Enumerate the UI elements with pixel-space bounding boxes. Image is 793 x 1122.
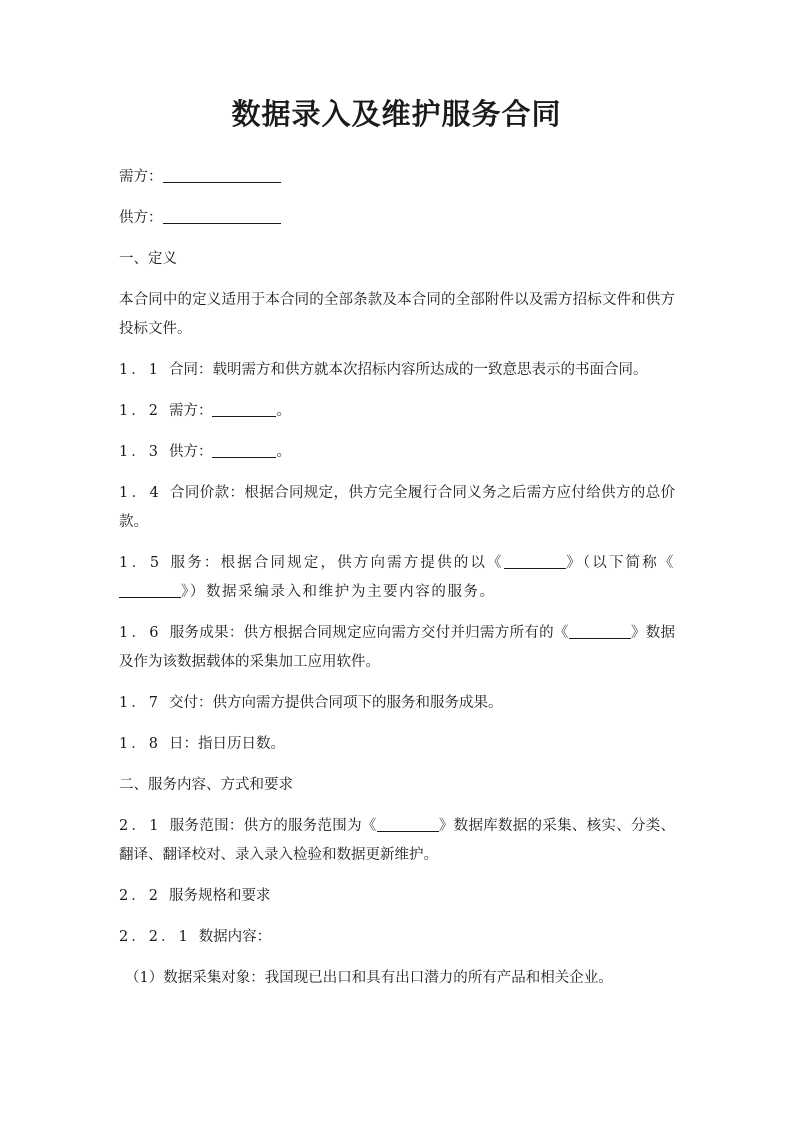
clause-number: 2．2 xyxy=(119,888,161,904)
clause-number: 1．8 xyxy=(119,736,161,752)
clause-blank xyxy=(504,554,566,570)
clause-text: 合同价款：根据合同规定，供方完全履行合同义务之后需方应付给供方的总价款。 xyxy=(119,485,676,530)
clause-text: 服务规格和要求 xyxy=(168,888,271,904)
clause-blank xyxy=(212,443,276,459)
clause-1-2 xyxy=(119,397,675,426)
clause-1-1 xyxy=(119,356,675,385)
clause-number: 1．3 xyxy=(119,444,161,460)
clause-number: 1．6 xyxy=(119,625,162,641)
clause-number: 1．4 xyxy=(119,485,162,501)
clause-number: 1．5 xyxy=(119,555,163,571)
clause-blank xyxy=(119,583,181,599)
supply-party-line xyxy=(119,204,675,233)
clause-1-4 xyxy=(119,479,675,537)
clause-1-5 xyxy=(119,549,675,607)
demand-party-blank xyxy=(163,168,281,184)
section-2-heading: 二、服务内容、方式和要求 xyxy=(119,777,293,793)
clause-blank xyxy=(569,624,631,640)
clause-2-2 xyxy=(119,882,675,911)
clause-2-2-1 xyxy=(119,923,675,952)
clause-text: 》）数据采编录入和维护为主要内容的服务。 xyxy=(181,584,496,600)
clause-text: 。 xyxy=(276,444,291,460)
clause-text: 供方： xyxy=(168,444,213,460)
contract-body xyxy=(119,163,675,1005)
clause-text: 合同：载明需方和供方就本次招标内容所达成的一致意思表示的书面合同。 xyxy=(168,362,648,378)
clause-number: 2．1 xyxy=(119,818,162,834)
supply-party-blank xyxy=(163,209,281,225)
clause-text: 》数据库数据的采集、核实、分类、翻译、翻译校对、录入录入检验和数据更新维护。 xyxy=(119,818,676,863)
clause-text: 》（以下简称《 xyxy=(565,555,676,571)
clause-1-8 xyxy=(119,730,675,759)
clause-blank xyxy=(212,402,276,418)
clause-1-6 xyxy=(119,619,675,677)
clause-text: 交付：供方向需方提供合同项下的服务和服务成果。 xyxy=(168,695,503,711)
clause-number: 1．1 xyxy=(119,362,161,378)
clause-2-2-1-item-1 xyxy=(119,964,675,993)
clause-text: 。 xyxy=(276,403,291,419)
clause-text: 》数据及作为该数据载体的采集加工应用软件。 xyxy=(119,625,676,670)
demand-party-label: 需方： xyxy=(119,169,163,185)
clause-text: 服务范围：供方的服务范围为《 xyxy=(169,818,377,834)
clause-number: 1．2 xyxy=(119,403,161,419)
supply-party-label: 供方： xyxy=(119,210,163,226)
clause-text: 日：指日历日数。 xyxy=(168,736,285,752)
demand-party-line xyxy=(119,163,675,192)
clause-text: 服务成果：供方根据合同规定应向需方交付并归需方所有的《 xyxy=(169,625,569,641)
clause-text: 数据内容： xyxy=(198,929,272,945)
page-title: 数据录入及维护服务合同 xyxy=(231,97,562,131)
section-1-intro: 本合同中的定义适用于本合同的全部条款及本合同的全部附件以及需方招标文件和供方投标文件。 xyxy=(119,292,675,337)
clause-text: 服务：根据合同规定，供方向需方提供的以《 xyxy=(170,555,504,571)
clause-blank xyxy=(377,817,439,833)
clause-number: 2．2．1 xyxy=(119,929,191,945)
clause-1-7 xyxy=(119,689,675,718)
section-1-heading: 一、定义 xyxy=(119,251,177,267)
clause-2-1 xyxy=(119,812,675,870)
clause-number: 1．7 xyxy=(119,695,161,711)
clause-1-3 xyxy=(119,438,675,467)
clause-text: （1）数据采集对象：我国现已出口和具有出口潜力的所有产品和相关企业。 xyxy=(125,970,613,986)
clause-text: 需方： xyxy=(168,403,213,419)
